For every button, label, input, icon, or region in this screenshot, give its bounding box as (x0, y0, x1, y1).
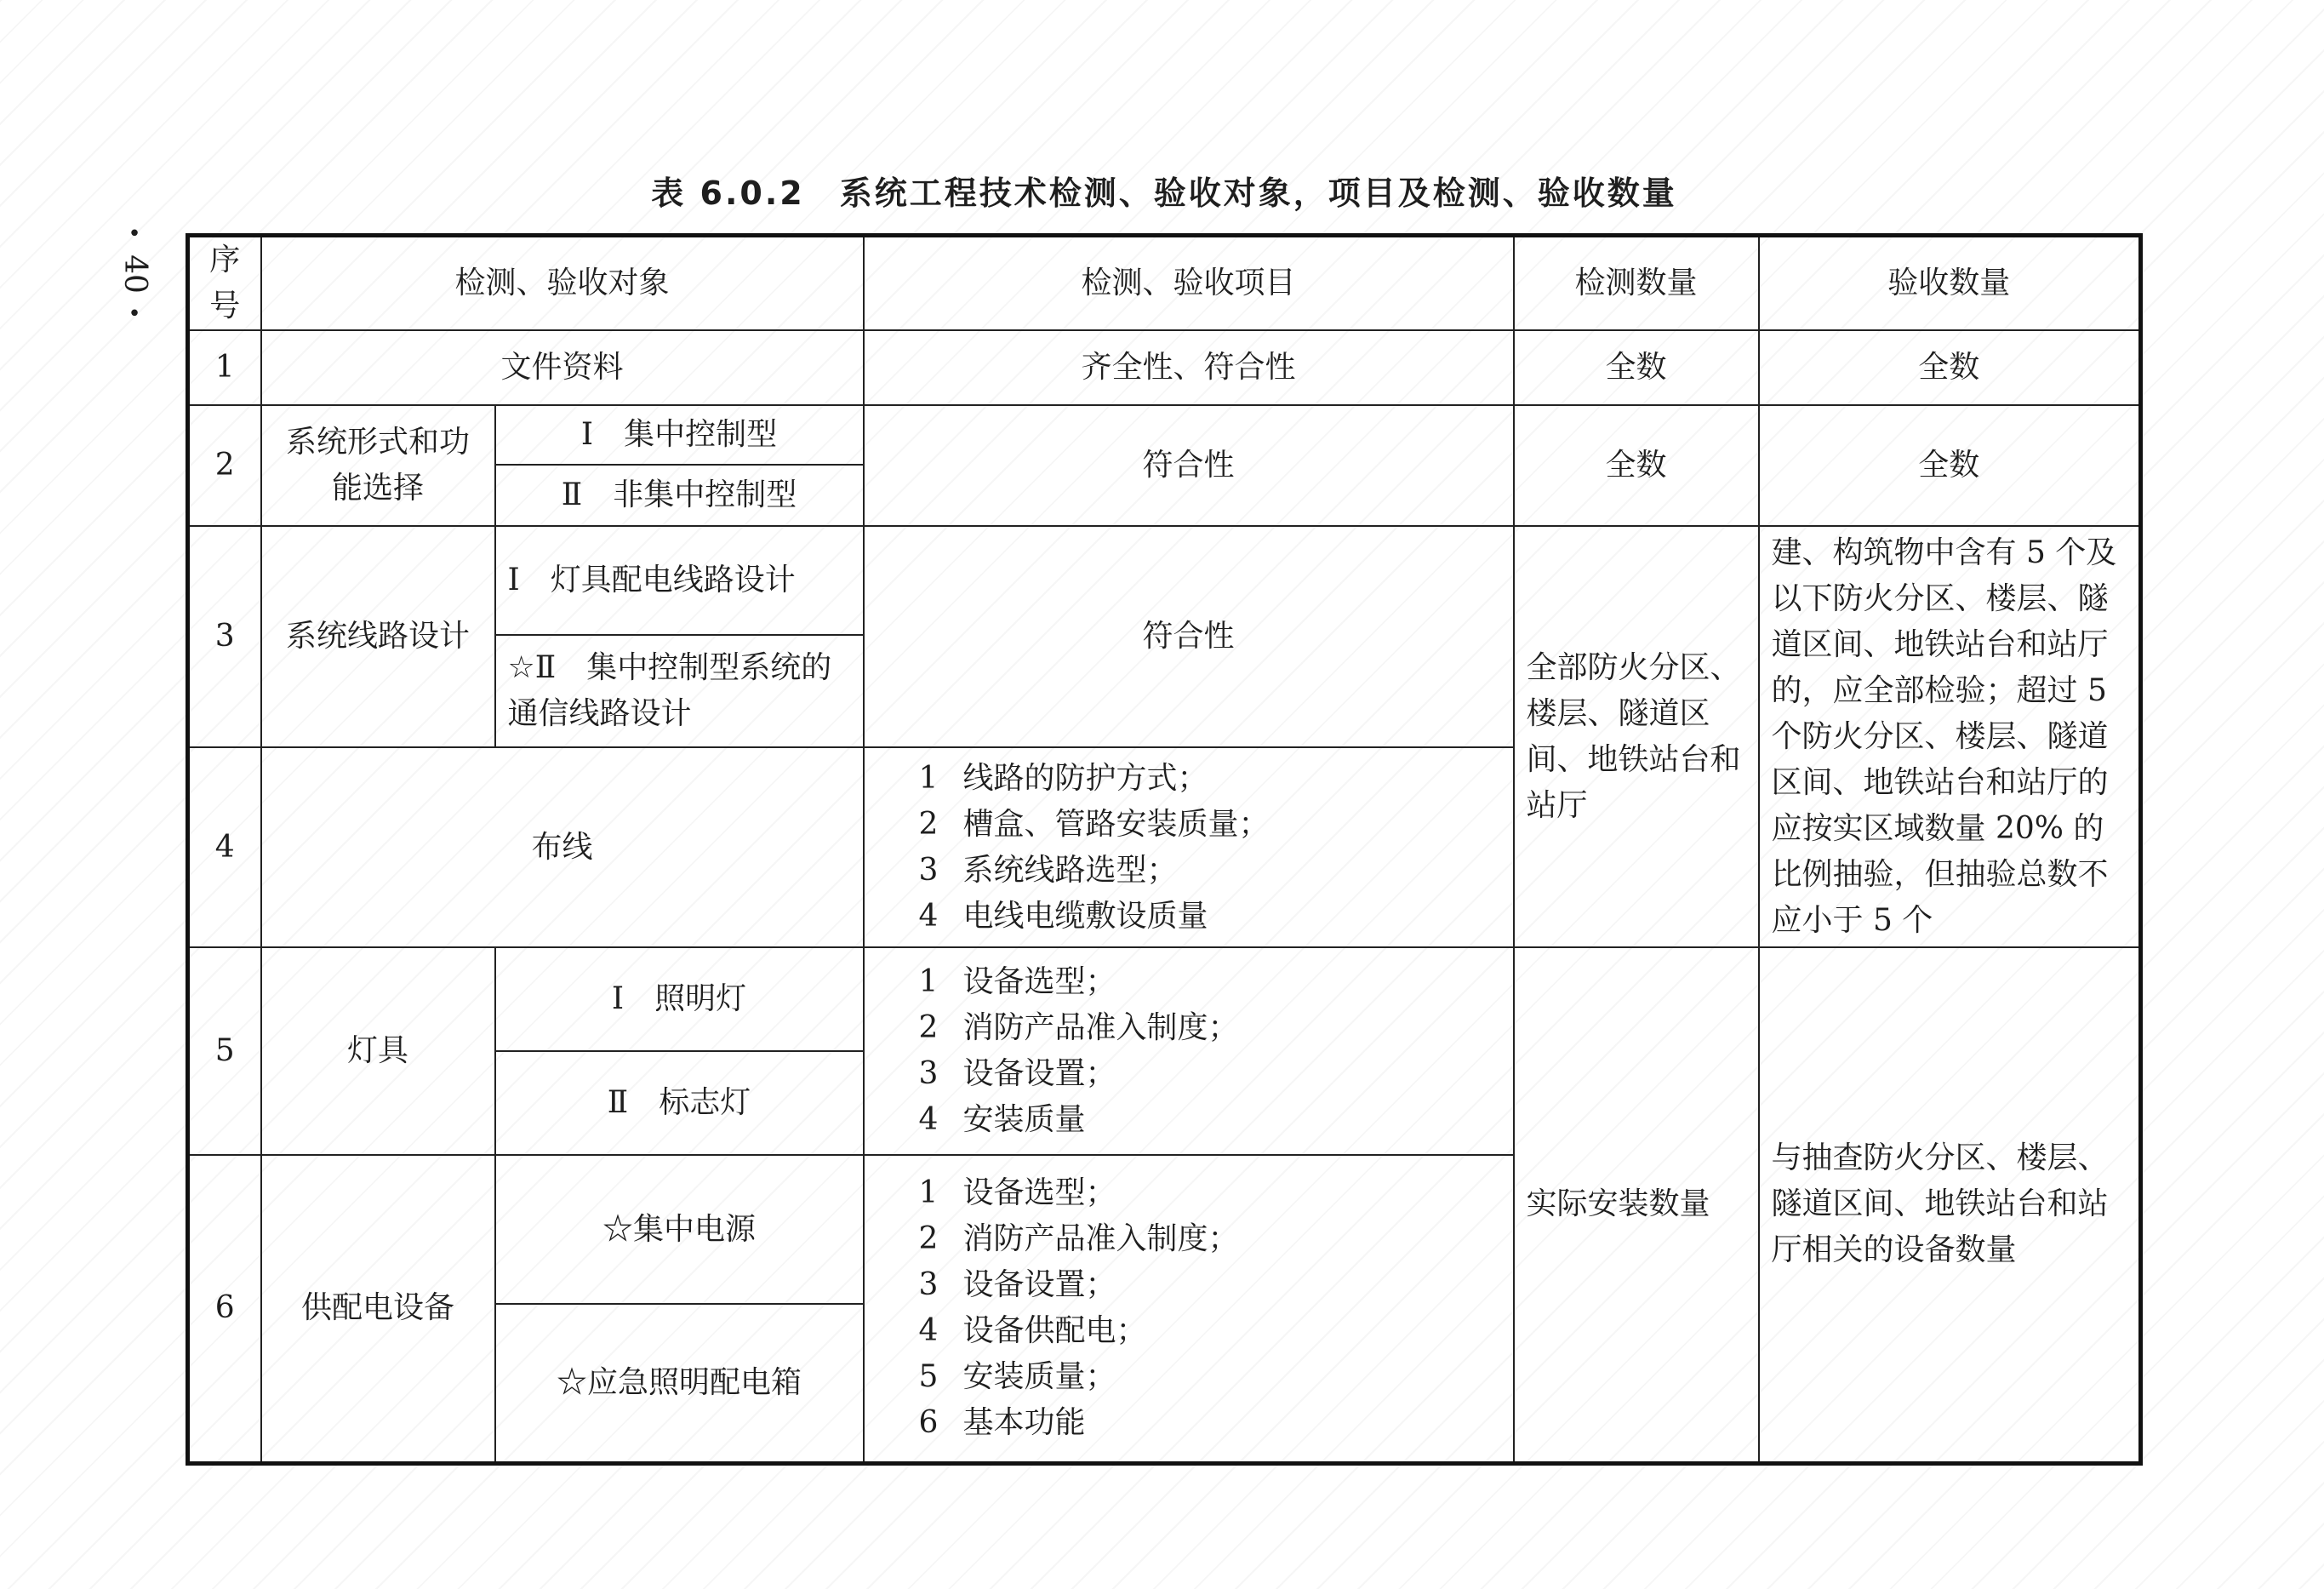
page-number-dot-top: • (128, 221, 141, 247)
row3-4-check-qty: 全部防火分区、楼层、隧道区间、地铁站台和站厅 (1514, 526, 1759, 947)
row6-sub2: ☆应急照明配电箱 (495, 1304, 864, 1463)
inspection-table (186, 233, 2143, 1466)
row6-object: 供配电设备 (261, 1155, 495, 1463)
row5-seq: 5 (188, 947, 261, 1155)
list-item: 3 设备设置； (918, 1267, 1116, 1303)
page-number (109, 221, 160, 327)
list-item: 2 槽盒、管路安装质量； (918, 806, 1270, 842)
row1-object: 文件资料 (261, 330, 864, 405)
row1-seq: 1 (188, 330, 261, 405)
table-row (188, 330, 2141, 405)
row5-sub2: Ⅱ 标志灯 (495, 1051, 864, 1155)
row5-6-check-qty: 实际安装数量 (1514, 947, 1759, 1463)
row2-accept-qty: 全数 (1759, 405, 2141, 526)
table-row (188, 947, 2141, 1051)
row5-items (864, 947, 1514, 1155)
row2-sub2: Ⅱ 非集中控制型 (495, 465, 864, 526)
row4-items (864, 747, 1514, 947)
list-item: 4 安装质量 (918, 1102, 1086, 1137)
list-item: 3 系统线路选型； (918, 852, 1178, 888)
row4-seq: 4 (188, 747, 261, 947)
list-item: 3 设备设置； (918, 1056, 1116, 1091)
header-row (188, 236, 2141, 331)
row2-seq: 2 (188, 405, 261, 526)
page-number-value: 40 (117, 254, 152, 294)
row1-accept-qty: 全数 (1759, 330, 2141, 405)
row6-items (864, 1155, 1514, 1463)
row3-sub2: ☆Ⅱ 集中控制型系统的通信线路设计 (495, 635, 864, 747)
row2-items: 符合性 (864, 405, 1514, 526)
list-item: 4 设备供配电； (918, 1313, 1147, 1349)
row2-sub1: Ⅰ 集中控制型 (495, 405, 864, 465)
row1-items: 齐全性、符合性 (864, 330, 1514, 405)
list-item: 1 设备选型； (918, 964, 1116, 999)
row3-object: 系统线路设计 (261, 526, 495, 747)
header-check-qty: 检测数量 (1514, 236, 1759, 331)
row3-4-accept-qty: 建、构筑物中含有 5 个及以下防火分区、楼层、隧道区间、地铁站台和站厅的，应全部检验；超过 5 个防火分区、楼层、隧道区间、地铁站台和站厅的应按实区域数量 20% 的比例抽验，但抽验总数不应小于 5 个 (1759, 526, 2141, 947)
list-item: 1 设备选型； (918, 1175, 1116, 1211)
row5-6-accept-qty: 与抽查防火分区、楼层、隧道区间、地铁站台和站厅相关的设备数量 (1759, 947, 2141, 1463)
list-item: 2 消防产品准入制度； (918, 1221, 1239, 1257)
header-seq: 序号 (188, 236, 261, 331)
table-title: 表 6.0.2 系统工程技术检测、验收对象，项目及检测、验收数量 (651, 174, 1677, 212)
list-item: 5 安装质量； (918, 1359, 1116, 1395)
row3-seq: 3 (188, 526, 261, 747)
row1-check-qty: 全数 (1514, 330, 1759, 405)
list-item: 2 消防产品准入制度； (918, 1010, 1239, 1045)
row2-check-qty: 全数 (1514, 405, 1759, 526)
row3-sub1: Ⅰ 灯具配电线路设计 (495, 526, 864, 635)
page-number-dot-bottom: • (128, 301, 141, 327)
row3-items: 符合性 (864, 526, 1514, 747)
row5-sub1: Ⅰ 照明灯 (495, 947, 864, 1051)
header-accept-qty: 验收数量 (1759, 236, 2141, 331)
table-row (188, 526, 2141, 635)
row6-seq: 6 (188, 1155, 261, 1463)
header-items: 检测、验收项目 (864, 236, 1514, 331)
header-object: 检测、验收对象 (261, 236, 864, 331)
table-row (188, 405, 2141, 465)
row4-object: 布线 (261, 747, 864, 947)
row5-object: 灯具 (261, 947, 495, 1155)
row2-object: 系统形式和功能选择 (261, 405, 495, 526)
list-item: 4 电线电缆敷设质量 (918, 898, 1208, 934)
list-item: 1 线路的防护方式； (918, 760, 1208, 796)
row6-sub1: ☆集中电源 (495, 1155, 864, 1304)
list-item: 6 基本功能 (918, 1405, 1086, 1441)
